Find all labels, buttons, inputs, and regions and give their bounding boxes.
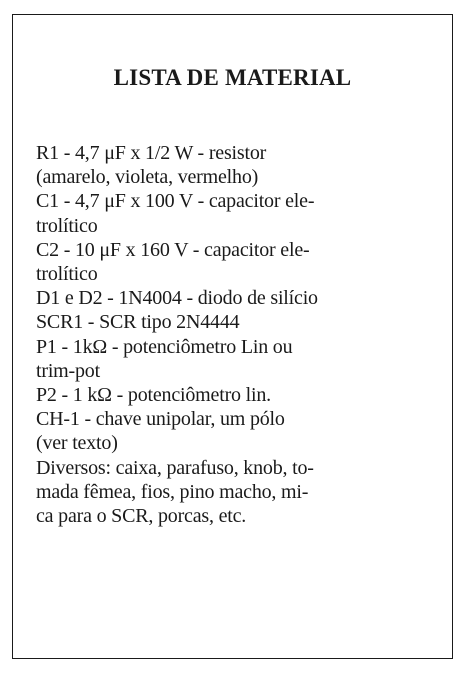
list-line-15: mada fêmea, fios, pino macho, mi- — [36, 480, 309, 503]
material-lines — [36, 141, 446, 528]
list-line-14: Diversos: caixa, parafuso, knob, to- — [36, 456, 314, 479]
list-line-12: CH-1 - chave unipolar, um pólo — [36, 408, 285, 431]
list-line-5: C2 - 10 μF x 160 V - capacitor ele- — [36, 238, 310, 261]
list-line-16: ca para o SCR, porcas, etc. — [36, 505, 247, 528]
list-line-8: SCR1 - SCR tipo 2N4444 — [36, 311, 240, 334]
list-title: LISTA DE MATERIAL — [113, 65, 352, 90]
list-line-1: R1 - 4,7 μF x 1/2 W - resistor — [36, 142, 267, 164]
list-line-13: (ver texto) — [36, 432, 118, 455]
list-line-10: trim-pot — [36, 359, 100, 382]
list-line-9: P1 - 1kΩ - potenciômetro Lin ou — [36, 335, 293, 358]
list-line-4: trolítico — [36, 214, 98, 237]
list-line-3: C1 - 4,7 μF x 100 V - capacitor ele- — [36, 190, 315, 213]
list-line-11: P2 - 1 kΩ - potenciômetro lin. — [36, 384, 271, 407]
list-line-6: trolítico — [36, 263, 98, 286]
list-line-7: D1 e D2 - 1N4004 - diodo de silício — [36, 287, 318, 310]
list-line-2: (amarelo, violeta, vermelho) — [36, 166, 259, 189]
material-list-box — [12, 14, 453, 659]
